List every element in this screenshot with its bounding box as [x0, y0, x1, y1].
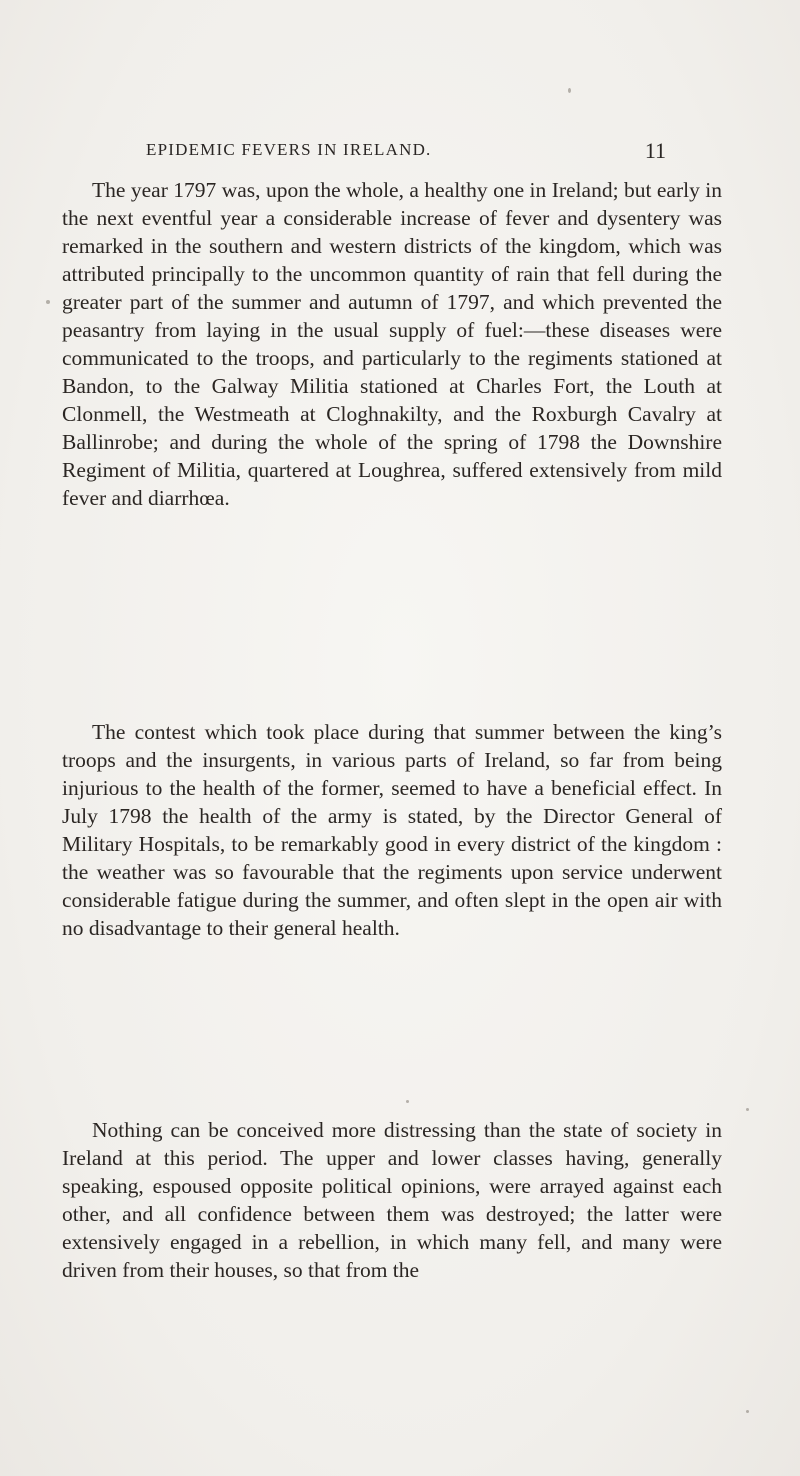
paper-speck [746, 1410, 749, 1413]
paper-speck [746, 1108, 749, 1111]
running-head [146, 140, 666, 170]
paragraph-1: The year 1797 was, upon the whole, a healthy one in Ireland; but early in the next eventful year a considerable increase of fever and dysentery was remarked in the southern and western districts of the kingdom, which was attributed principally to the uncommon quantity of rain that fell during the greater part of the summer and autumn of 1797, and which prevented the peasantry from laying in the usual supply of fuel:—these diseases were communicated to the troops, and particularly to the regiments stationed at Bandon, to the Galway Militia stationed at Charles Fort, the Louth at Clonmell, the Westmeath at Cloghnakilty, and the Roxburgh Cavalry at Ballinrobe; and during the whole of the spring of 1798 the Downshire Regiment of Militia, quartered at Loughrea, suffered extensively from mild fever and diarrhœa. [62, 178, 722, 510]
paper-speck [406, 1100, 409, 1103]
paper-speck [568, 88, 571, 93]
paper-speck [46, 300, 50, 304]
running-title: EPIDEMIC FEVERS IN IRELAND. [146, 140, 432, 159]
paragraph-3: Nothing can be conceived more distressing than the state of society in Ireland at this period. The upper and lower classes having, generally speaking, espoused opposite political opinions, were arrayed against each other, and all confidence between them was destroyed; the latter were extensively engaged in a rebellion, in which many fell, and many were driven from their houses, so that from the [62, 1118, 722, 1282]
page-number: 11 [644, 138, 666, 163]
paragraph-2: The contest which took place during that summer between the king’s troops and the insurgents, in various parts of Ireland, so far from being injurious to the health of the former, seemed to have a beneficial effect. In July 1798 the health of the army is stated, by the Director General of Military Hospitals, to be remarkably good in every district of the kingdom : the weather was so favourable that the regiments upon service underwent considerable fatigue during the summer, and often slept in the open air with no disadvantage to their general health. [62, 720, 722, 940]
